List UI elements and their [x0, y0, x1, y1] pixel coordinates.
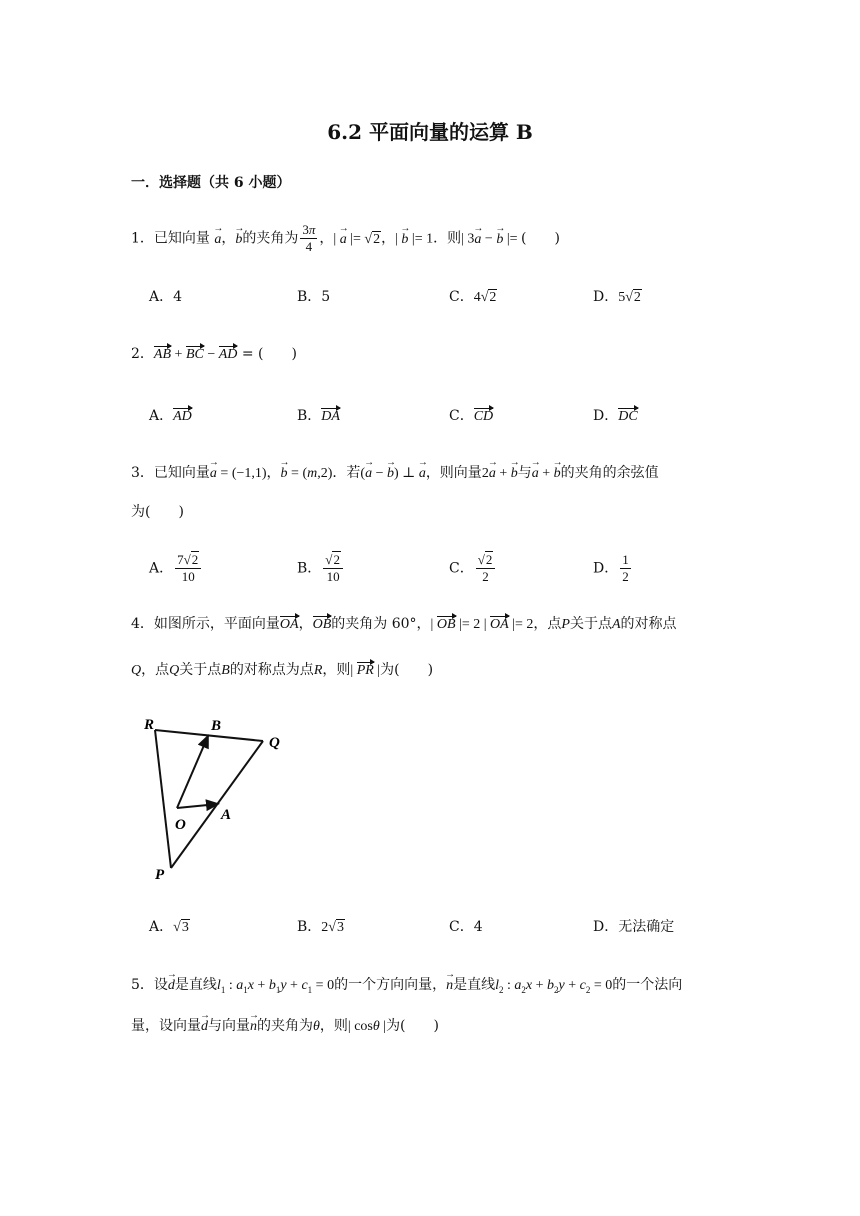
segment-RQ [155, 730, 263, 741]
text: 关于点 [179, 662, 222, 678]
q1-option-a[interactable]: A．4 [149, 289, 183, 305]
label-O: O [175, 817, 186, 833]
question-number: 5． [131, 977, 154, 993]
q2-option-b[interactable]: B．DA [297, 408, 340, 424]
answer-paren: ( ) [521, 230, 560, 247]
text: 如图所示，平面向量 [153, 616, 280, 632]
q1-option-b[interactable]: B．5 [297, 289, 331, 305]
question-number: 3． [131, 465, 154, 481]
text: 与向量 [208, 1018, 250, 1034]
radicand: 2 [373, 231, 381, 247]
text: 的夹角的余弦值 [560, 465, 659, 481]
text: ， [319, 230, 334, 247]
question-5-line-2: 量，设向量→ d与向量→ n的夹角为θ，则| cosθ |为( ) [131, 1016, 439, 1037]
text: 已知向量 [153, 230, 210, 247]
text: 已知向量 [153, 465, 210, 481]
q3-option-d[interactable]: D． $\frac{1}{2}$ [593, 552, 629, 584]
text: 设 [153, 977, 168, 993]
text: ， [298, 616, 313, 632]
label-B: B [211, 718, 222, 734]
label-Q: Q [269, 735, 280, 751]
question-number: 1． [131, 230, 154, 247]
label-R: R [144, 717, 155, 733]
text: 为( ) [386, 1018, 439, 1034]
section-heading: 一．选择题（共 6 小题） [131, 175, 291, 191]
text: 的一个方向向量， [334, 977, 447, 993]
vector-OB [177, 736, 208, 808]
question-number: 4． [131, 616, 154, 632]
q3-option-c[interactable]: C． $\frac{√2}{2}$ [449, 552, 497, 585]
segment-RP [155, 730, 171, 868]
q3-option-b[interactable]: B． $\frac{√2}{10}$ [297, 552, 345, 585]
text: 的一个法向 [612, 977, 683, 993]
text: ， [266, 465, 281, 481]
text: 的夹角为 [242, 230, 299, 247]
text: 是直线 [453, 977, 496, 993]
text: 量，设向量 [131, 1018, 201, 1034]
text: 与 [517, 465, 532, 481]
text: 的夹角为 60°， [331, 616, 431, 632]
vector-figure [135, 705, 305, 895]
q2-option-d[interactable]: D．DC [593, 408, 638, 424]
question-2: 2．AB + BC − AD = ( ) [131, 346, 297, 362]
q4-option-d[interactable]: D．无法确定 [593, 919, 675, 935]
q4-option-c[interactable]: C．4 [449, 919, 483, 935]
label-P: P [155, 867, 165, 883]
q2-option-c[interactable]: C．CD [449, 408, 494, 424]
text: 为( ) [380, 662, 434, 678]
text: 的对称点 [620, 616, 677, 632]
label-A: A [221, 807, 232, 823]
page-title: 6.2 平面向量的运算 B [327, 120, 533, 144]
question-5: 5．设→ d是直线$l_1$ : $a_1x + b_1y + c_1 = 0$的一个方向向量，→ n是直线$l_2$ : $a_2x + b_2y + c_2 = 0$的一个法向 [131, 975, 682, 1000]
text: ．则 [433, 230, 462, 247]
question-number: 2． [131, 346, 154, 362]
question-4-line-2: Q，点Q关于点B的对称点为点R，则| PR |为( ) [131, 662, 434, 678]
fraction: $\frac{3\pi}{4}$ [302, 222, 316, 254]
question-1: 1．已知向量 → a，→ b的夹角为 $\frac{3\pi}{4}$ ，| → a |= √2，| → b |= 1．则| 3→ a − → b |= ( ) [131, 222, 560, 255]
q4-option-b[interactable]: B．2√3 [297, 919, 344, 935]
text: 的对称点为点 [229, 662, 314, 678]
q2-option-a[interactable]: A．AD [149, 408, 192, 424]
text: ，则向量 [425, 465, 482, 481]
text: 关于点 [569, 616, 612, 632]
q4-option-a[interactable]: A．√3 [149, 919, 189, 935]
text: 是直线 [174, 977, 217, 993]
text: 的夹角为 [257, 1018, 313, 1034]
q3-option-a[interactable]: A． $\frac{7√2}{10}$ [149, 552, 203, 585]
question-3: 3．已知向量→ a = (−1,1)，→ b = (m,2)．若(→ a − → b) ⊥ → a，则向量2→ a + → b与→ a + → b的夹角的余弦值 [131, 463, 659, 484]
question-4: 4．如图所示，平面向量OA，OB的夹角为 60°，| OB |= 2 | OA |= 2，点P关于点A的对称点 [131, 616, 677, 632]
text: ．若 [332, 465, 361, 481]
text: ，则 [322, 662, 351, 678]
text: ，则 [319, 1018, 348, 1034]
text: ，点 [141, 662, 170, 678]
text: ， [221, 230, 236, 247]
text: ，点 [533, 616, 562, 632]
text: ， [381, 230, 396, 247]
q1-option-d[interactable]: D．5√2 [593, 289, 641, 305]
question-3-line-2: 为( ) [131, 504, 184, 520]
q1-option-c[interactable]: C．4√2 [449, 289, 497, 305]
answer-paren: = ( ) [237, 346, 297, 362]
vector-OA [177, 804, 218, 808]
